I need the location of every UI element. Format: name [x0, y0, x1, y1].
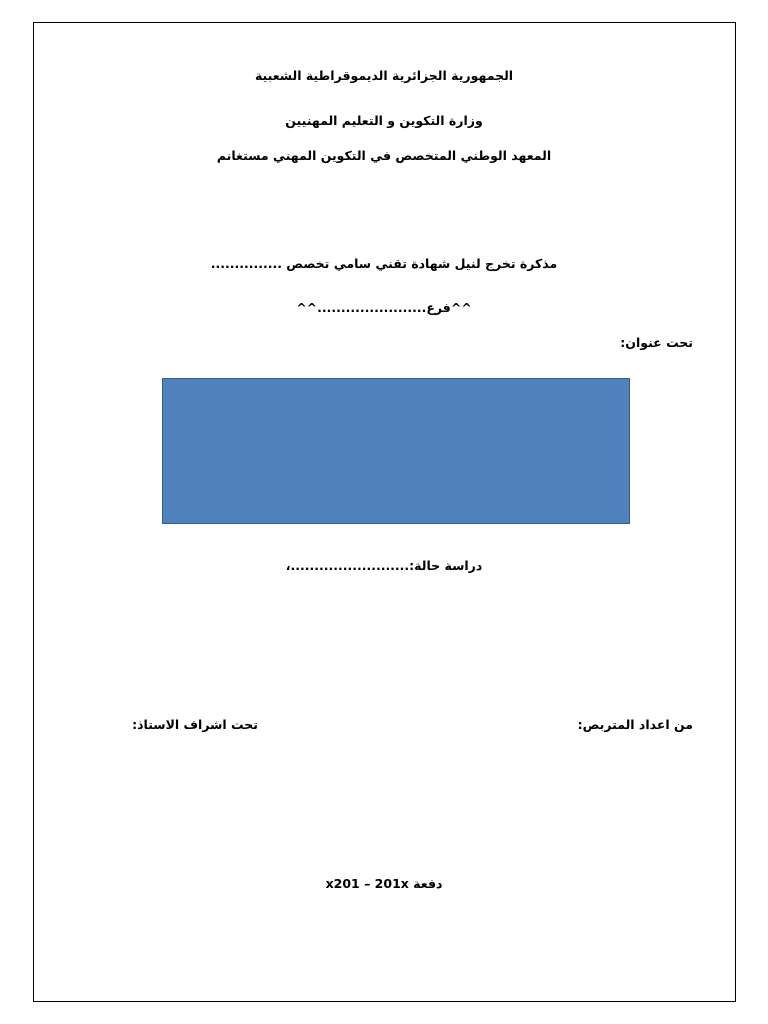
header-republic: الجمهورية الجزائرية الديموقراطية الشعبية	[254, 68, 514, 83]
supervised-by-label: تحت اشراف الاستاذ:	[132, 717, 258, 732]
case-study-line: دراسة حالة:.........................،	[285, 558, 483, 573]
batch-line: دفعة x201 – 201x	[325, 876, 443, 891]
header-institute: المعهد الوطني المتخصص في التكوين المهني مستغانم	[216, 148, 552, 163]
prepared-by-label: من اعداد المتربص:	[577, 717, 693, 732]
header-ministry: وزارة التكوين و التعليم المهنيين	[285, 113, 483, 128]
memo-branch-line: ^^فرع.......................^^	[296, 300, 472, 315]
title-placeholder-box	[162, 378, 630, 524]
title-label: تحت عنوان:	[620, 335, 693, 350]
memo-degree-line: مذكرة تخرج لنيل شهادة تقني سامي تخصص ...............	[210, 256, 558, 271]
